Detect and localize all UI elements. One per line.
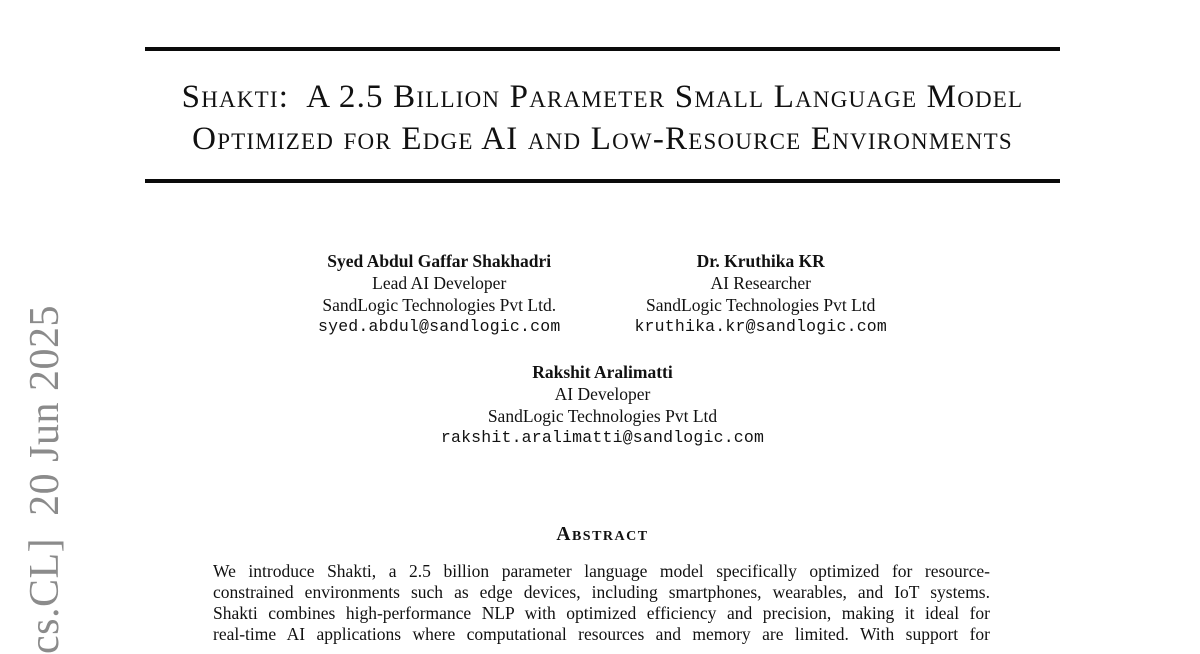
paper-title (145, 76, 1060, 160)
author-email: syed.abdul@sandlogic.com (318, 317, 561, 336)
author-block-2 (634, 250, 887, 338)
author-email: rakshit.aralimatti@sandlogic.com (440, 428, 765, 447)
authors-row-2 (145, 361, 1060, 449)
title-rule-bottom (145, 179, 1060, 183)
author-email: kruthika.kr@sandlogic.com (634, 317, 887, 336)
abstract-line-2: constrained environments such as edge devices, including smartphones, wearables, and IoT systems. (213, 582, 990, 602)
paper-title-line-1: Shakti: A 2.5 Billion Parameter Small Language Model (181, 79, 1024, 115)
paper-title-line-2: Optimized for Edge AI and Low-Resource Environments (192, 121, 1013, 157)
authors-row-1 (145, 250, 1060, 338)
abstract-line-4: real-time AI applications where computational resources and memory are limited. With support for (213, 624, 990, 644)
abstract-line-3: Shakti combines high-performance NLP with optimized efficiency and precision, making it ideal for (213, 603, 990, 623)
author-name: Syed Abdul Gaffar Shakhadri (327, 251, 552, 271)
author-affiliation: SandLogic Technologies Pvt Ltd (487, 406, 718, 426)
author-role: AI Developer (554, 384, 651, 404)
author-name: Rakshit Aralimatti (532, 362, 673, 382)
author-affiliation: SandLogic Technologies Pvt Ltd (646, 295, 876, 315)
author-role: Lead AI Developer (372, 273, 507, 293)
author-block-3 (441, 361, 764, 449)
abstract-heading: Abstract (556, 524, 649, 545)
author-name: Dr. Kruthika KR (696, 251, 825, 271)
author-block-1 (318, 250, 560, 338)
title-rule-top (145, 47, 1060, 51)
author-affiliation: SandLogic Technologies Pvt Ltd. (322, 295, 557, 315)
arxiv-watermark: cs.CL] 20 Jun 2025 (22, 305, 68, 654)
abstract-line-1: We introduce Shakti, a 2.5 billion parameter language model specifically optimized for resource- (213, 561, 990, 581)
author-role: AI Researcher (710, 273, 812, 293)
abstract-body (213, 561, 990, 645)
